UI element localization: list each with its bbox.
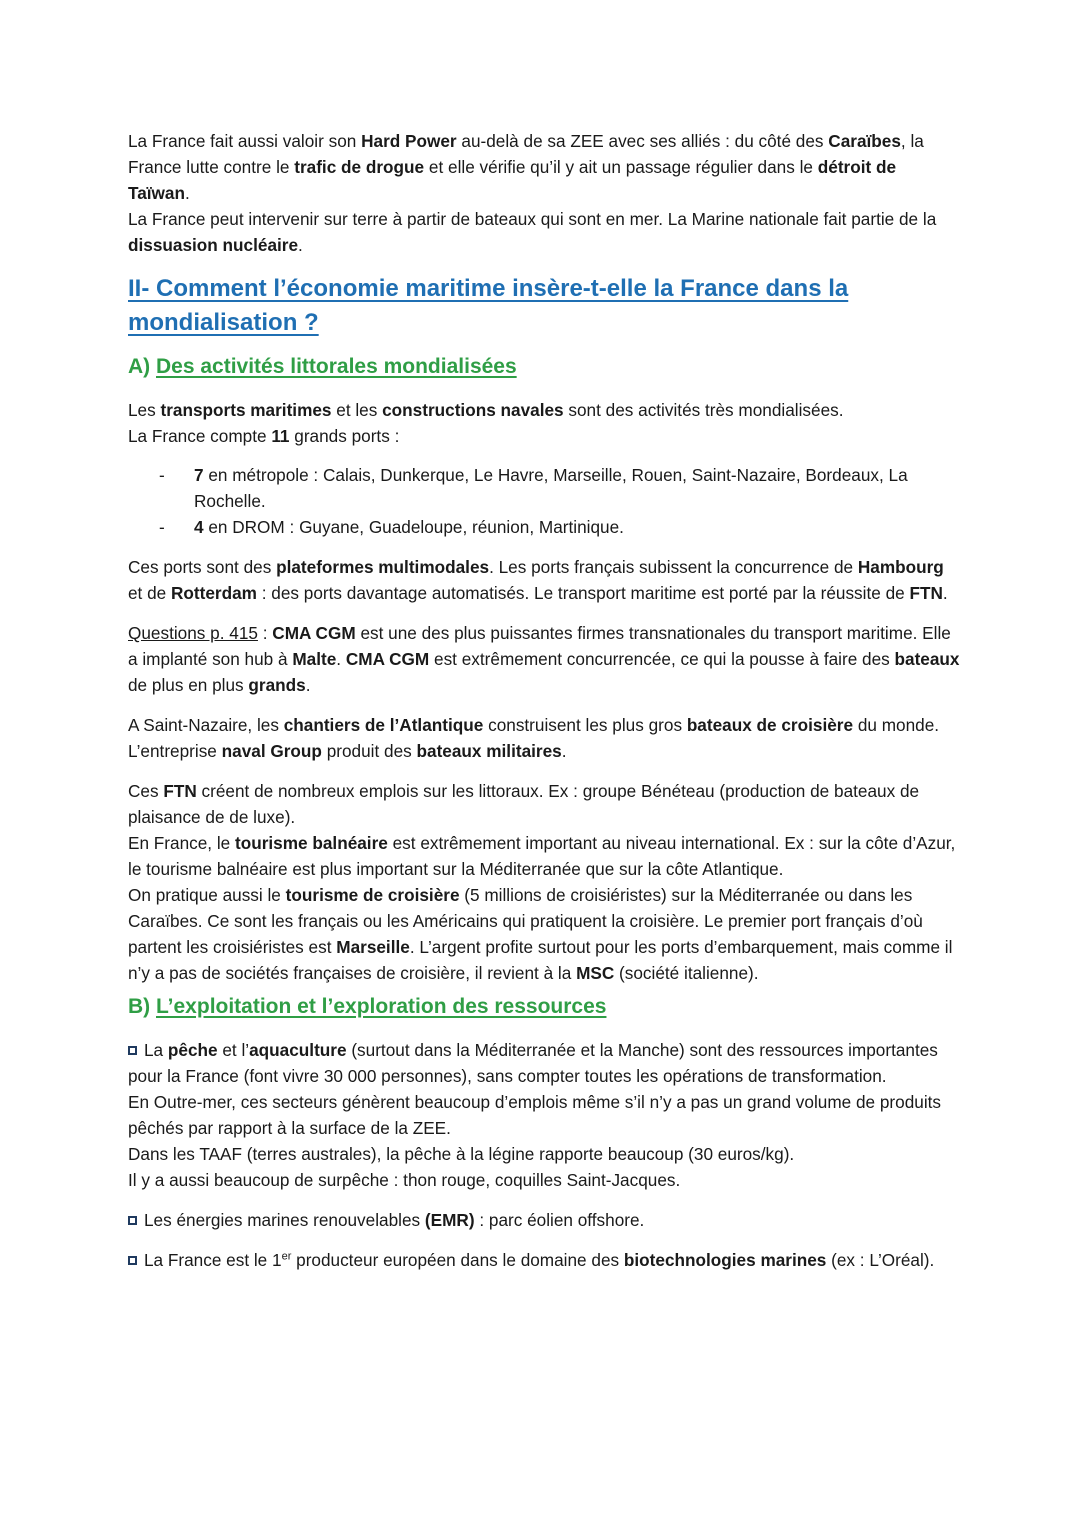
text: . L’argent profite surtout pour les ports d’embarquement, mais comme il n’y a pas de sociétés françaises de croisière, il revient à la bbox=[128, 937, 953, 983]
bold-term: 7 bbox=[194, 465, 204, 485]
paragraph-croisiere bbox=[128, 882, 960, 986]
paragraph-peche bbox=[128, 1037, 960, 1089]
bold-term: CMA CGM bbox=[272, 623, 356, 643]
text: On pratique aussi le bbox=[128, 885, 286, 905]
text: (surtout dans la Méditerranée et la Manche) sont des ressources importantes pour la France (font vivre 30 000 personnes), sans compter toutes les opérations de transformation. bbox=[128, 1040, 938, 1086]
text: grands ports : bbox=[289, 426, 400, 446]
text: sont des activités très mondialisées. bbox=[563, 400, 844, 420]
text: et de bbox=[128, 583, 172, 603]
ports-list bbox=[128, 462, 960, 540]
text: En France, le bbox=[128, 833, 235, 853]
text: en DROM : Guyane, Guadeloupe, réunion, Martinique. bbox=[203, 517, 624, 537]
text: Ces bbox=[128, 781, 164, 801]
text: (ex : L’Oréal). bbox=[826, 1250, 935, 1270]
text: : des ports davantage automatisés. Le transport maritime est porté par la réussite de bbox=[256, 583, 910, 603]
text: construisent les plus gros bbox=[483, 715, 687, 735]
bold-term: 11 bbox=[271, 426, 290, 446]
text: : parc éolien offshore. bbox=[474, 1210, 645, 1230]
bold-term: Malte bbox=[292, 649, 337, 669]
section-heading-II bbox=[128, 272, 960, 340]
bold-term: plateformes multimodales bbox=[276, 557, 490, 577]
paragraph-transports bbox=[128, 397, 960, 423]
paragraph-saint-nazaire bbox=[128, 712, 960, 764]
text: producteur européen dans le domaine des bbox=[291, 1250, 624, 1270]
paragraph-biotechnologies bbox=[128, 1247, 960, 1273]
bold-term: bateaux militaires bbox=[416, 741, 562, 761]
text: . bbox=[336, 649, 346, 669]
paragraph-emr bbox=[128, 1207, 960, 1233]
subsection-heading-B bbox=[128, 990, 960, 1024]
text: et l’ bbox=[217, 1040, 250, 1060]
text: et les bbox=[331, 400, 383, 420]
list-item bbox=[128, 514, 960, 540]
heading-prefix: A) bbox=[128, 355, 156, 378]
bold-term: Caraïbes bbox=[828, 131, 901, 151]
text: La France fait aussi valoir son bbox=[128, 131, 362, 151]
paragraph-taaf: Dans les TAAF (terres australes), la pêche à la légine rapporte beaucoup (30 euros/kg). bbox=[128, 1144, 795, 1164]
bold-term: bateaux bbox=[894, 649, 960, 669]
text: : bbox=[257, 623, 273, 643]
bold-term: détroit de Taïwan bbox=[128, 157, 897, 203]
text: La France compte bbox=[128, 426, 272, 446]
text: La bbox=[144, 1040, 168, 1060]
bold-term: transports maritimes bbox=[160, 400, 332, 420]
text: Ces ports sont des bbox=[128, 557, 277, 577]
text: . bbox=[942, 583, 948, 603]
bold-term: tourisme balnéaire bbox=[235, 833, 388, 853]
bold-term: dissuasion nucléaire bbox=[128, 235, 299, 255]
text: . bbox=[305, 675, 311, 695]
bold-term: bateaux de croisière bbox=[686, 715, 854, 735]
bold-term: tourisme de croisière bbox=[285, 885, 460, 905]
text: . bbox=[561, 741, 567, 761]
paragraph-tourisme-balneaire bbox=[128, 830, 960, 882]
paragraph-ftn-emplois bbox=[128, 778, 960, 830]
heading-text: Des activités littorales mondialisées bbox=[156, 355, 517, 378]
bold-term: aquaculture bbox=[249, 1040, 347, 1060]
bold-term: naval Group bbox=[221, 741, 322, 761]
bold-term: Rotterdam bbox=[171, 583, 257, 603]
paragraph-surpeche: Il y a aussi beaucoup de surpêche : thon rouge, coquilles Saint-Jacques. bbox=[128, 1170, 681, 1190]
bold-term: biotechnologies marines bbox=[623, 1250, 827, 1270]
bold-term: CMA CGM bbox=[345, 649, 430, 669]
list-item bbox=[128, 462, 960, 514]
paragraph-cma-cgm bbox=[128, 620, 960, 698]
superscript: er bbox=[281, 1250, 292, 1263]
paragraph-outre-mer: En Outre-mer, ces secteurs génèrent beaucoup d’emplois même s’il n’y a pas un grand volume de produits pêchés par rapport à la surface de la ZEE. bbox=[128, 1092, 942, 1138]
heading-text: L’exploitation et l’exploration des ressources bbox=[156, 995, 607, 1018]
bold-term: Hard Power bbox=[361, 131, 457, 151]
bold-term: chantiers de l’Atlantique bbox=[283, 715, 484, 735]
subsection-heading-A bbox=[128, 350, 960, 384]
text: . bbox=[184, 183, 190, 203]
text: et elle vérifie qu’il y ait un passage régulier dans le bbox=[424, 157, 818, 177]
bold-term: constructions navales bbox=[382, 400, 564, 420]
text: en métropole : Calais, Dunkerque, Le Havre, Marseille, Rouen, Saint-Nazaire, Bordeaux, La Rochelle. bbox=[194, 465, 908, 511]
text: . bbox=[298, 235, 303, 255]
text: est une des plus puissantes firmes transnationales du transport maritime. Elle a implanté son hub à bbox=[128, 623, 951, 669]
document-page bbox=[128, 128, 960, 1273]
bold-term: FTN bbox=[163, 781, 197, 801]
text: A Saint-Nazaire, les bbox=[128, 715, 284, 735]
bold-term: Marseille bbox=[336, 937, 410, 957]
heading-prefix: B) bbox=[128, 995, 156, 1018]
text: . Les ports français subissent la concurrence de bbox=[489, 557, 858, 577]
heading-text: II- Comment l’économie maritime insère-t-elle la France dans la mondialisation ? bbox=[128, 275, 849, 336]
bold-term: MSC bbox=[576, 963, 615, 983]
paragraph-dissuasion bbox=[128, 206, 960, 258]
bold-term: Hambourg bbox=[857, 557, 944, 577]
square-bullet-icon bbox=[128, 1046, 137, 1055]
square-bullet-icon bbox=[128, 1216, 137, 1225]
bold-term: trafic de drogue bbox=[294, 157, 425, 177]
text: La France est le 1 bbox=[144, 1250, 282, 1270]
text: Les bbox=[128, 400, 161, 420]
bold-term: pêche bbox=[167, 1040, 218, 1060]
text: , la France lutte contre le bbox=[128, 131, 924, 177]
text: est extrêmement concurrencée, ce qui la pousse à faire des bbox=[429, 649, 895, 669]
square-bullet-icon bbox=[128, 1256, 137, 1265]
paragraph-plateformes bbox=[128, 554, 960, 606]
text: produit des bbox=[321, 741, 417, 761]
text: (5 millions de croisiéristes) sur la Méditerranée ou dans les Caraïbes. Ce sont les français ou les Américains qui pratiquent la croisière. Le premier port français d’où partent les croisiéristes est bbox=[128, 885, 923, 957]
text: au-delà de sa ZEE avec ses alliés : du côté des bbox=[456, 131, 829, 151]
bold-term: (EMR) bbox=[424, 1210, 475, 1230]
paragraph-hard-power bbox=[128, 128, 960, 206]
text: (société italienne). bbox=[614, 963, 759, 983]
text: de plus en plus bbox=[128, 675, 249, 695]
text: La France peut intervenir sur terre à partir de bateaux qui sont en mer. La Marine nationale fait partie de la bbox=[128, 209, 937, 229]
bold-term: FTN bbox=[909, 583, 943, 603]
text: est extrêmement important au niveau international. Ex : sur la côte d’Azur, le tourisme balnéaire est plus important sur la Méditerranée que sur la côte Atlantique. bbox=[128, 833, 956, 879]
bold-term: 4 bbox=[194, 517, 204, 537]
bold-term: grands bbox=[248, 675, 306, 695]
underlined-reference: Questions p. 415 bbox=[128, 623, 258, 643]
text: Les énergies marines renouvelables bbox=[144, 1210, 425, 1230]
text: du monde. L’entreprise bbox=[128, 715, 940, 761]
text: créent de nombreux emplois sur les littoraux. Ex : groupe Bénéteau (production de bateaux de plaisance de de luxe). bbox=[128, 781, 920, 827]
paragraph-ports-count bbox=[128, 423, 960, 449]
